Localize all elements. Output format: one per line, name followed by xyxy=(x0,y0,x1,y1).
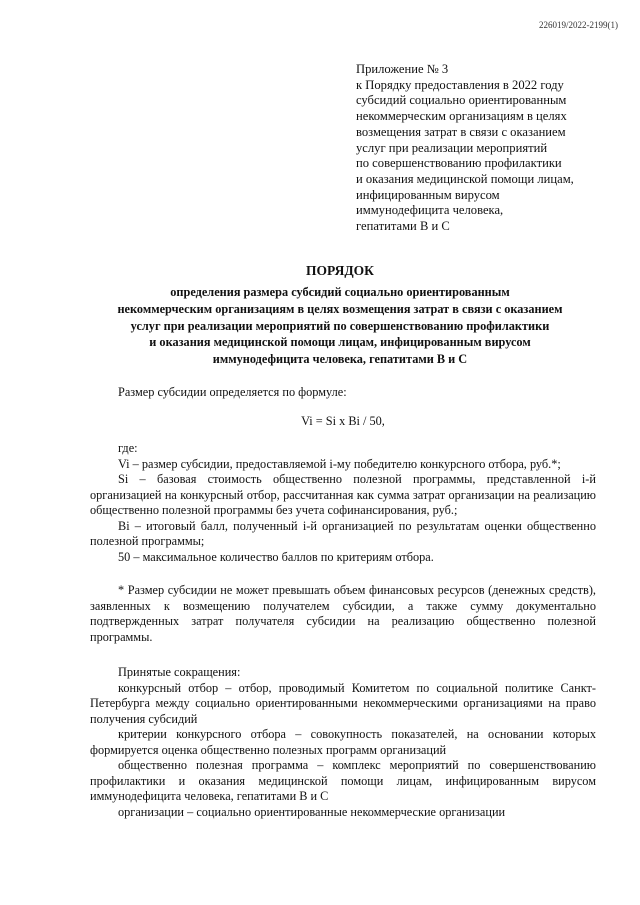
appendix-line: и оказания медицинской помощи лицам, xyxy=(356,171,574,186)
definition-si: Si – базовая стоимость общественно полезной программы, представленной i-й организацией на конкурсный отбор, рассчитанная как сумма затрат организации на реализацию общественно полезной программы без учета софинансирования, руб.; xyxy=(90,472,596,517)
formula: Vi = Si x Bi / 50, xyxy=(301,413,385,428)
appendix-line: услуг при реализации мероприятий xyxy=(356,140,548,155)
abbreviation-item: критерии конкурсного отбора – совокупность показателей, на основании которых формируется оценка общественно полезных программ организаций xyxy=(90,727,596,757)
where-label: где: xyxy=(118,441,138,455)
title-line: иммунодефицита человека, гепатитами В и С xyxy=(212,352,468,367)
appendix-line: по совершенствованию профилактики xyxy=(356,156,562,171)
formula-intro: Размер субсидии определяется по формуле: xyxy=(118,385,347,399)
appendix-line: гепатитами В и С xyxy=(356,219,450,234)
definition-vi: Vi – размер субсидии, предоставляемой i-му победителю конкурсного отбора, руб.*; xyxy=(118,456,561,471)
abbreviation-item: конкурсный отбор – отбор, проводимый Комитетом по социальной политике Санкт-Петербурга между социально ориентированными некоммерческими организациями на право получения субсидий xyxy=(90,680,596,726)
appendix-line: возмещения затрат в связи с оказанием xyxy=(356,124,566,139)
title-main: ПОРЯДОК xyxy=(306,263,374,278)
appendix-line: Приложение № 3 xyxy=(356,62,449,76)
document-title xyxy=(80,262,600,368)
page-number: 226019/2022-2199(1) xyxy=(539,20,618,30)
appendix-line: субсидий социально ориентированным xyxy=(356,93,567,108)
definition-bi: Bi – итоговый балл, полученный i-й организацией по результатам оценки общественно полезной программы; xyxy=(90,518,596,548)
appendix-line: к Порядку предоставления в 2022 году xyxy=(356,77,564,92)
title-line: некоммерческим организациям в целях возмещения затрат в связи с оказанием xyxy=(117,301,563,316)
title-line: услуг при реализации мероприятий по совершенствованию профилактики xyxy=(130,318,550,333)
abbreviation-item: общественно полезная программа – комплекс мероприятий по совершенствованию профилактики и оказания медицинской помощи лицам, инфицированным вирусом иммунодефицита человека, гепатитами В и С xyxy=(90,758,596,803)
definition-max: 50 – максимальное количество баллов по критериям отбора. xyxy=(118,549,434,564)
abbreviations-title: Принятые сокращения: xyxy=(118,665,241,679)
appendix-line: инфицированным вирусом xyxy=(356,187,500,202)
footnote: * Размер субсидии не может превышать объем финансовых ресурсов (денежных средств), заявленных к возмещению получателем субсидии, а также сумму документально подтвержденных затрат получателя субсидии на реализацию общественно полезной программы. xyxy=(90,583,596,644)
title-line: определения размера субсидий социально ориентированным xyxy=(170,285,510,299)
title-line: и оказания медицинской помощи лицам, инфицированным вирусом xyxy=(149,335,531,350)
appendix-line: иммунодефицита человека, xyxy=(356,203,504,218)
abbreviation-item: организации – социально ориентированные некоммерческие организации xyxy=(118,804,506,819)
document-body xyxy=(90,385,596,820)
appendix-line: некоммерческим организациям в целях xyxy=(356,109,567,124)
appendix-block xyxy=(356,62,616,235)
